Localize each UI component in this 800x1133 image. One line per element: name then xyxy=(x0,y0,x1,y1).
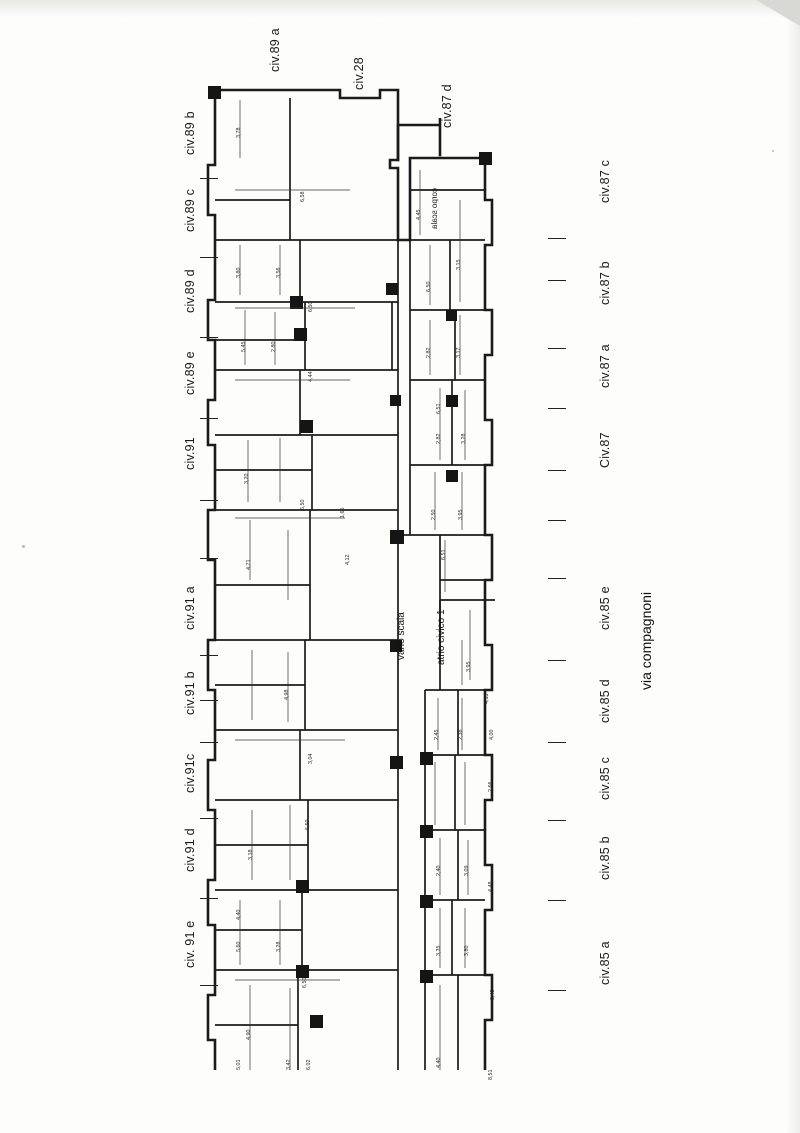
dimension-text: 3,15 xyxy=(456,259,462,270)
label-civ-91: civ.91 xyxy=(183,437,197,470)
room-label-corpo-scala: corpo scala xyxy=(430,188,439,229)
label-civ-89-a: civ.89 a xyxy=(268,28,282,72)
dimension-text: 2,45 xyxy=(434,729,440,740)
dimension-text: 6,58 xyxy=(300,191,306,202)
dimension-text: 2,82 xyxy=(436,433,442,444)
dimension-text: 5,45 xyxy=(241,341,247,352)
dimension-text: 3,04 xyxy=(308,753,314,764)
label-tick xyxy=(200,178,218,179)
dimension-text: 4,71 xyxy=(246,559,252,570)
label-tick xyxy=(548,408,566,409)
scan-speck xyxy=(22,545,25,548)
room-label-atrio-civico-1: atrio civico 1 xyxy=(436,609,447,665)
dimension-text: 3,42 xyxy=(286,1059,292,1070)
label-civ-85-b: civ.85 b xyxy=(598,836,612,880)
dimension-text: 3,28 xyxy=(461,433,467,444)
dimension-text: 2,40 xyxy=(436,865,442,876)
dimension-text: 4,40 xyxy=(236,909,242,920)
label-tick xyxy=(200,418,218,419)
label-tick xyxy=(548,820,566,821)
dimension-text: 6,50 xyxy=(305,819,311,830)
label-tick xyxy=(200,655,218,656)
dimension-text: 6,02 xyxy=(306,1059,312,1070)
label-civ-91-d: civ.91 d xyxy=(183,828,197,872)
dimension-text: 4,15 xyxy=(484,693,490,704)
label-civ-85-e: civ.85 e xyxy=(598,586,612,630)
label-tick xyxy=(200,558,218,559)
dimension-text: 3,09 xyxy=(464,865,470,876)
street-name-label: via compagnoni xyxy=(638,591,654,690)
label-civ-89-c: civ.89 c xyxy=(183,188,197,232)
dimension-text: 4,44 xyxy=(308,371,314,382)
label-civ-85-a: civ.85 a xyxy=(598,941,612,985)
label-tick xyxy=(548,900,566,901)
label-civ-87-c: civ.87 c xyxy=(598,159,612,203)
dimension-text: 6,50 xyxy=(300,499,306,510)
dimension-text: 4,48 xyxy=(488,881,494,892)
label-tick xyxy=(548,238,566,239)
label-civ-89-d: civ.89 d xyxy=(183,269,197,313)
label-tick xyxy=(548,348,566,349)
dimension-text: 2,38 xyxy=(458,729,464,740)
dimension-text: 6,51 xyxy=(441,549,447,560)
dimension-text: 4,40 xyxy=(436,1057,442,1068)
dimension-text: 8,51 xyxy=(488,1069,494,1080)
label-tick xyxy=(548,520,566,521)
label-tick xyxy=(200,742,218,743)
label-tick xyxy=(548,990,566,991)
label-tick xyxy=(200,985,218,986)
dimension-text: 5,01 xyxy=(236,1059,242,1070)
dimension-text: 3,18 xyxy=(248,849,254,860)
label-tick xyxy=(200,257,218,258)
dimension-text: 3,17 xyxy=(456,347,462,358)
label-civ-91-e: civ. 91 e xyxy=(183,920,197,968)
label-tick xyxy=(548,280,566,281)
label-tick xyxy=(200,337,218,338)
dimension-text: 3,20 xyxy=(244,473,250,484)
dimension-text: 2,80 xyxy=(271,341,277,352)
dimension-text: 4,00 xyxy=(489,729,495,740)
dimension-text: 3,35 xyxy=(436,945,442,956)
dimension-text: 4,45 xyxy=(416,209,422,220)
label-civ-87: Civ.87 xyxy=(598,432,612,468)
dimension-text: 2,66 xyxy=(488,781,494,792)
structural-pillars xyxy=(208,86,492,1070)
dimension-text: 3,80 xyxy=(464,945,470,956)
label-tick xyxy=(548,742,566,743)
dimension-text: 2,82 xyxy=(426,347,432,358)
floor-plan-drawing xyxy=(140,40,560,1080)
label-civ-91-a: civ.91 a xyxy=(183,586,197,630)
dimension-text: 3,95 xyxy=(458,509,464,520)
dimension-text: 2,50 xyxy=(431,509,437,520)
label-civ-89-b: civ.89 b xyxy=(183,111,197,155)
dimension-text: 5,60 xyxy=(236,941,242,952)
label-civ-87-a: civ.87 a xyxy=(598,344,612,388)
label-civ-91-b: civ.91 b xyxy=(183,671,197,715)
dimension-text: 3,78 xyxy=(236,127,242,138)
dimension-text: 1,65 xyxy=(340,507,346,518)
dimension-text: 3,80 xyxy=(236,267,242,278)
label-civ-87-d: civ.87 d xyxy=(440,84,454,128)
dimension-text: 6,51 xyxy=(436,403,442,414)
label-civ-85-d: civ.85 d xyxy=(598,679,612,723)
label-civ-91-c: civ.91c xyxy=(183,753,197,793)
label-tick xyxy=(200,818,218,819)
room-label-vano-scala: vano scala xyxy=(396,612,407,660)
dimension-text: 6,50 xyxy=(308,301,314,312)
label-civ-89-e: civ.89 e xyxy=(183,351,197,395)
scan-edge-right xyxy=(786,0,800,1133)
label-tick xyxy=(200,700,218,701)
label-tick xyxy=(548,660,566,661)
label-tick xyxy=(548,470,566,471)
dimension-text: 4,90 xyxy=(246,1029,252,1040)
label-civ-28: civ.28 xyxy=(352,57,366,90)
label-tick xyxy=(548,578,566,579)
label-tick xyxy=(200,500,218,501)
scan-edge-top xyxy=(0,0,800,18)
dimension-text: 3,95 xyxy=(466,661,472,672)
label-tick xyxy=(200,898,218,899)
dimension-text: 3,28 xyxy=(276,941,282,952)
scan-speck xyxy=(772,150,774,152)
label-civ-85-c: civ.85 c xyxy=(598,756,612,800)
dimension-text: 6,50 xyxy=(302,977,308,988)
dimension-text: 3,56 xyxy=(276,267,282,278)
dimension-text: 6,50 xyxy=(426,281,432,292)
dimension-text: 4,12 xyxy=(345,554,351,565)
dimension-text: 4,98 xyxy=(284,689,290,700)
label-civ-87-b: civ.87 b xyxy=(598,261,612,305)
dimension-text: 3,45 xyxy=(490,989,496,1000)
